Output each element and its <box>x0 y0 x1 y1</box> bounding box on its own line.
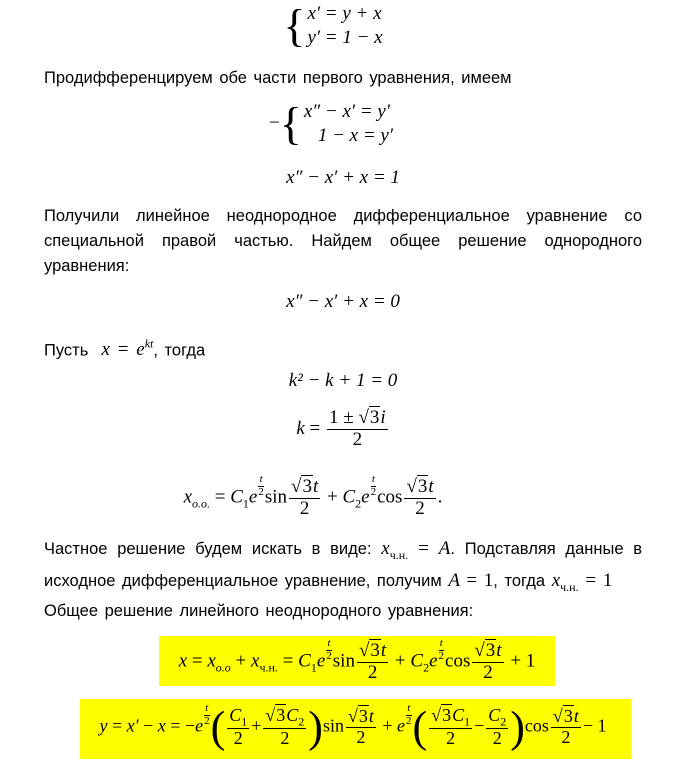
p4-result: $x_{ч.н.} = 1$ <box>551 569 613 594</box>
brace: { <box>279 98 302 149</box>
equation-homogeneous: x″ − x′ + x = 0 <box>286 291 400 312</box>
system-2-line-1: x″ − x′ = y′ <box>303 101 390 122</box>
p3-math <box>102 339 154 360</box>
minus-sign: − <box>269 112 280 134</box>
roots-fraction: $\frac{1 \pm √3i}{2}$ <box>329 407 386 450</box>
p4-text-2: . Подставляя данные в исходное дифференциальное уравнение, получим <box>44 540 643 590</box>
equation-y-solution: y = x′ − x = −e $\frac{t}{2}$ ( $\frac{C_1}{2}$ + $\frac{√3C_2}{2}$ )sin $\frac{√3t}{2}$ + e $\frac{t}{2}$ ( $\frac{√3C_1}{2}$ − $\frac{C_2}{2}$ )cos $\frac{√3t}{2}$ − 1 <box>99 702 607 752</box>
system-1-line-1: x′ = y + x <box>307 3 382 24</box>
paragraph-4 <box>44 536 642 600</box>
equation-characteristic: k² − k + 1 = 0 <box>288 370 398 391</box>
p3-before: Пусть <box>44 341 89 360</box>
p3-after: , тогда <box>153 341 206 360</box>
p4-a-value: A = 1 <box>448 569 494 591</box>
paragraph-3 <box>44 332 642 363</box>
equation-roots: k = $\frac{1 \pm √3i}{2}$ <box>296 407 386 450</box>
p4-text-3: , тогда <box>493 571 546 590</box>
paragraph-2: Получили линейное неоднородное дифференциальное уравнение со специальной правой частью. Найдем общее решение однородного уравнения: <box>44 207 642 275</box>
brace: { <box>283 0 306 51</box>
equation-x-solution: $x = x_{o.o} + x_{ч.н.} = C_1e$ $\frac{t}{2}$ sin $\frac{√3t}{2}$ + $C_2e$ $\frac{t}{2}$ cos $\frac{√3t}{2}$ + 1 <box>178 637 536 683</box>
system-1 <box>0 2 676 50</box>
paragraph-5: Общее решение линейного неоднородного уравнения: <box>44 602 474 620</box>
system-2-line-2: 1 − x = y′ <box>317 125 393 146</box>
p4-particular: $x_{ч.н.} = A$ <box>381 538 451 562</box>
equation-general-homogeneous: $x_{o.o.} = C_1e$ $\frac{t}{2}$ sin $\frac{√3t}{2}$ + $C_2e$ $\frac{t}{2}$ cos $\frac{√3t}{2}$ . <box>183 473 443 519</box>
p3-math-base: x = e <box>101 339 145 361</box>
p4-text-1: Частное решение будем искать в виде: <box>44 540 372 558</box>
paragraph-1: Продифференцируем обе части первого уравнения, имеем <box>44 69 512 87</box>
equation-main: x″ − x′ + x = 1 <box>286 167 400 188</box>
p3-math-power: kt <box>144 337 154 351</box>
system-1-line-2: y′ = 1 − x <box>307 27 383 48</box>
system-2 <box>0 100 674 148</box>
